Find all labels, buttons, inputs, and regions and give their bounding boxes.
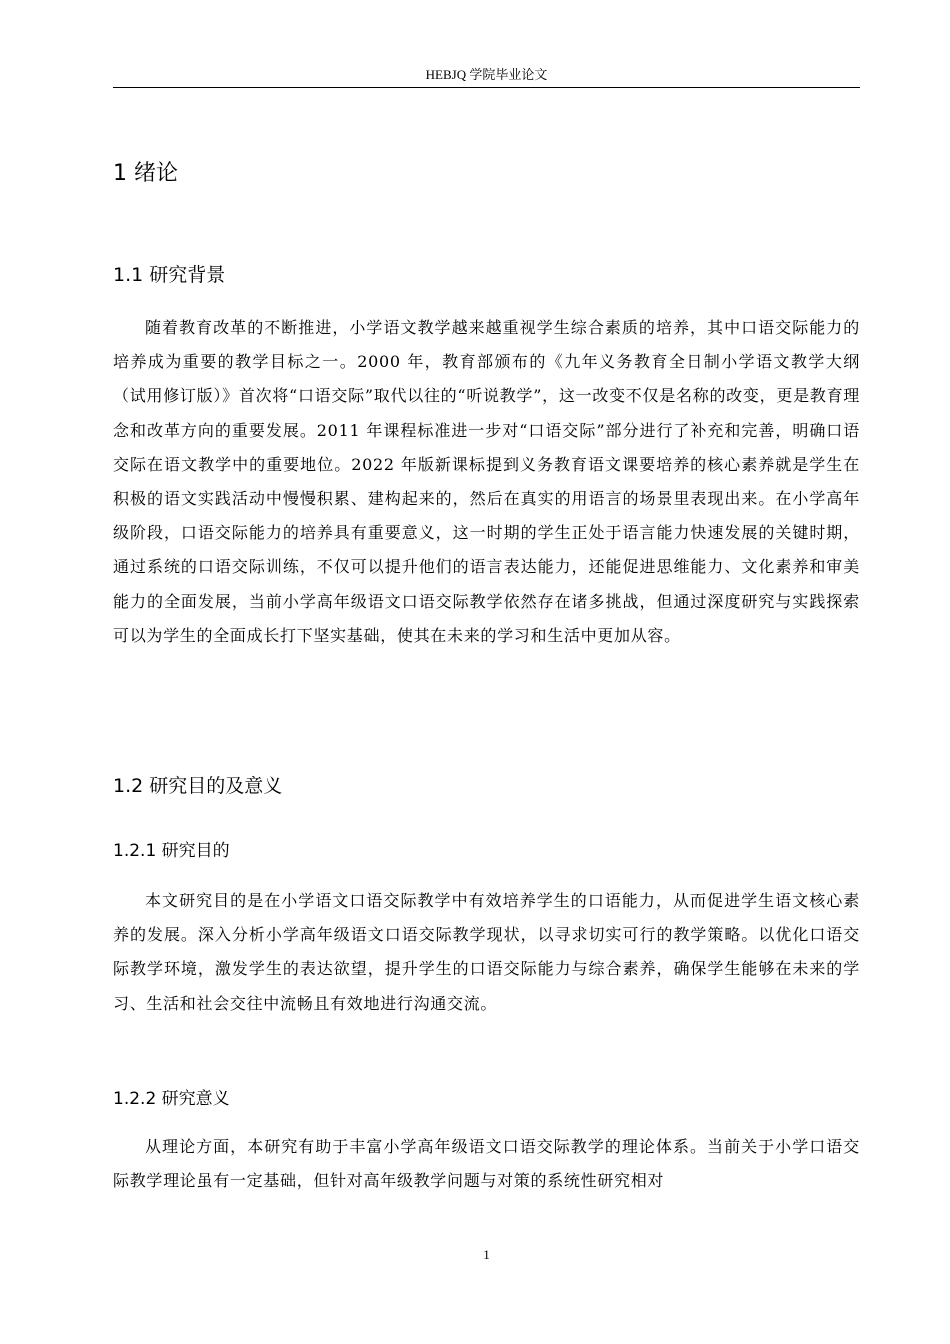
running-header: HEBJQ 学院毕业论文 (425, 67, 548, 82)
page-number: 1 (483, 1247, 490, 1262)
paragraph-background: 随着教育改革的不断推进，小学语文教学越来越重视学生综合素质的培养，其中口语交际能力的培养成为重要的教学目标之一。2000 年，教育部颁布的《九年义务教育全日制小学语文教学大纲（试用修订版）》首次将“口语交际”取代以往的“听说教学”，这一改变不仅是名称的改变，更是教育理念和改革方向的重要发展。2011 年课程标准进一步对“口语交际”部分进行了补充和完善，明确口语交际在语文教学中的重要地位。2022 年版新课标提到义务教育语文课要培养的核心素养就是学生在积极的语文实践活动中慢慢积累、建构起来的，然后在真实的用语言的场景里表现出来。在小学高年级阶段，口语交际能力的培养具有重要意义，这一时期的学生正处于语言能力快速发展的关键时期，通过系统的口语交际训练，不仅可以提升他们的语言表达能力，还能促进思维能力、文化素养和审美能力的全面发展，当前小学高年级语文口语交际教学依然存在诸多挑战，但通过深度研究与实践探索可以为学生的全面成长打下坚实基础，使其在未来的学习和生活中更加从容。 (113, 318, 860, 645)
subsection-heading-purpose: 1.2.1 研究目的 (113, 841, 230, 861)
subsection-heading-significance: 1.2.2 研究意义 (113, 1089, 230, 1109)
chapter-title: 1 绪论 (113, 161, 178, 186)
paragraph-significance: 从理论方面，本研究有助于丰富小学高年级语文口语交际教学的理论体系。当前关于小学口语交际教学理论虽有一定基础，但针对高年级教学问题与对策的系统性研究相对 (113, 1137, 860, 1191)
paragraph-purpose: 本文研究目的是在小学语文口语交际教学中有效培养学生的口语能力，从而促进学生语文核心素养的发展。深入分析小学高年级语文口语交际教学现状，以寻求切实可行的教学策略。以优化口语交际教学环境，激发学生的表达欲望，提升学生的口语交际能力与综合素养，确保学生能够在未来的学习、生活和社会交往中流畅且有效地进行沟通交流。 (113, 891, 860, 1013)
header-divider (113, 87, 860, 88)
section-heading-background: 1.1 研究背景 (113, 264, 226, 286)
section-heading-purpose-significance: 1.2 研究目的及意义 (113, 775, 283, 797)
